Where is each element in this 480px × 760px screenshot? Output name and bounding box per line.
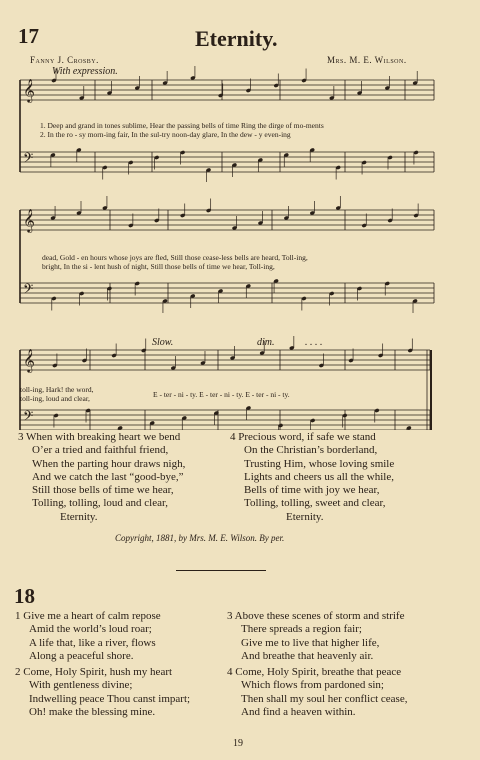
lyric-line-sys3-a1: toll-ing, Hark! the word, — [20, 385, 94, 394]
composer-credit: Mrs. M. E. Wilson. — [327, 55, 407, 65]
expression-mark: With expression. — [52, 66, 118, 77]
verse-line: With gentleness divine; — [29, 679, 133, 692]
lyric-line-sys1-v1: 1. Deep and grand in tones sublime, Hear the passing bells of time Ring the dirge of mo-ments — [40, 121, 324, 130]
treble-clef-icon: 𝄞 — [23, 348, 35, 372]
verse-line: And breathe that heavenly air. — [241, 649, 374, 662]
hymn-title: Eternity. — [195, 26, 278, 51]
verse-line: When the parting hour draws nigh, — [32, 457, 186, 470]
verse-block-18-3 — [227, 610, 404, 663]
verse-line: Trusting Him, whose loving smile — [244, 457, 395, 470]
author-credit: Fanny J. Crosby. — [30, 55, 99, 65]
verse-line: Still those bells of time we hear, — [32, 484, 174, 497]
verse-line: O’er a tried and faithful friend, — [32, 444, 169, 457]
verse-line: Give me to live that higher life, — [241, 636, 380, 649]
lyric-line-sys2-v2: bright, In the si - lent hush of night, Still those bells of time we hear, Toll-ing, — [42, 262, 275, 271]
verse-line: Which flows from pardoned sin; — [241, 679, 384, 692]
treble-clef-icon: 𝄞 — [23, 208, 35, 232]
verse-line: A life that, like a river, flows — [29, 636, 156, 649]
lyric-line-sys2-v1: dead, Gold - en hours whose joys are fled, Still those cease-less bells are heard, Toll-ing, — [42, 253, 308, 262]
verse-block-17-4 — [230, 431, 394, 524]
verse-block-17-3 — [18, 431, 185, 524]
verse-line: And find a heaven within. — [241, 705, 356, 718]
dim-dots: . . . . — [305, 337, 323, 348]
lyric-line-sys1-v2: 2. In the ro - sy morn-ing fair, In the sul-try noon-day glare, In the dew - y even-ing — [40, 130, 291, 139]
lyric-line-sys3-a2: toll-ing, loud and clear, — [20, 394, 90, 403]
slow-mark: Slow. — [152, 337, 174, 348]
verse-line: Amid the world’s loud roar; — [29, 623, 152, 636]
copyright-note: Copyright, 1881, by Mrs. M. E. Wilson. By per. — [115, 533, 285, 543]
treble-clef-icon: 𝄞 — [23, 78, 35, 102]
verse-line: Tolling, tolling, loud and clear, — [32, 497, 168, 510]
verse-line: 1 Give me a heart of calm repose — [15, 610, 161, 622]
bass-clef-icon: 𝄢 — [23, 150, 34, 169]
verse-line: Tolling, tolling, sweet and clear, — [244, 497, 386, 510]
verse-line: Lights and cheers us all the while, — [244, 470, 394, 483]
verse-line: There spreads a region fair; — [241, 623, 362, 636]
dim-mark: dim. — [257, 337, 275, 348]
verse-line: 3 When with breaking heart we bend — [18, 431, 181, 443]
section-divider — [176, 570, 266, 571]
verse-line: Eternity. — [60, 510, 98, 523]
verse-line: Indwelling peace Thou canst impart; — [29, 692, 191, 705]
verse-block-18-1 — [15, 610, 161, 663]
verse-line: Bells of time with joy we hear, — [244, 484, 380, 497]
verse-line: Along a peaceful shore. — [29, 649, 134, 662]
verse-block-18-2 — [15, 666, 190, 719]
page-number: 19 — [233, 738, 243, 749]
verse-line: And we catch the last “good-bye,” — [32, 470, 184, 483]
bass-clef-icon: 𝄢 — [23, 408, 34, 427]
verse-line: 4 Come, Holy Spirit, breathe that peace — [227, 666, 402, 678]
bass-clef-icon: 𝄢 — [23, 281, 34, 300]
hymn-number-18: 18 — [14, 584, 35, 608]
verse-line: 4 Precious word, if safe we stand — [230, 431, 376, 443]
hymn-number-17: 17 — [18, 24, 39, 48]
verse-line: Then shall my soul her conflict cease, — [241, 692, 408, 705]
verse-block-18-4 — [227, 666, 407, 719]
lyric-line-sys3-b: E - ter - ni - ty. E - ter - ni - ty. E - ter - ni - ty. — [153, 390, 290, 399]
verse-line: 3 Above these scenes of storm and strife — [227, 610, 405, 622]
verse-line: 2 Come, Holy Spirit, hush my heart — [15, 666, 173, 678]
verse-line: On the Christian’s borderland, — [244, 444, 378, 457]
verse-line: Eternity. — [286, 510, 324, 523]
verse-line: Oh! make the blessing mine. — [29, 705, 156, 718]
